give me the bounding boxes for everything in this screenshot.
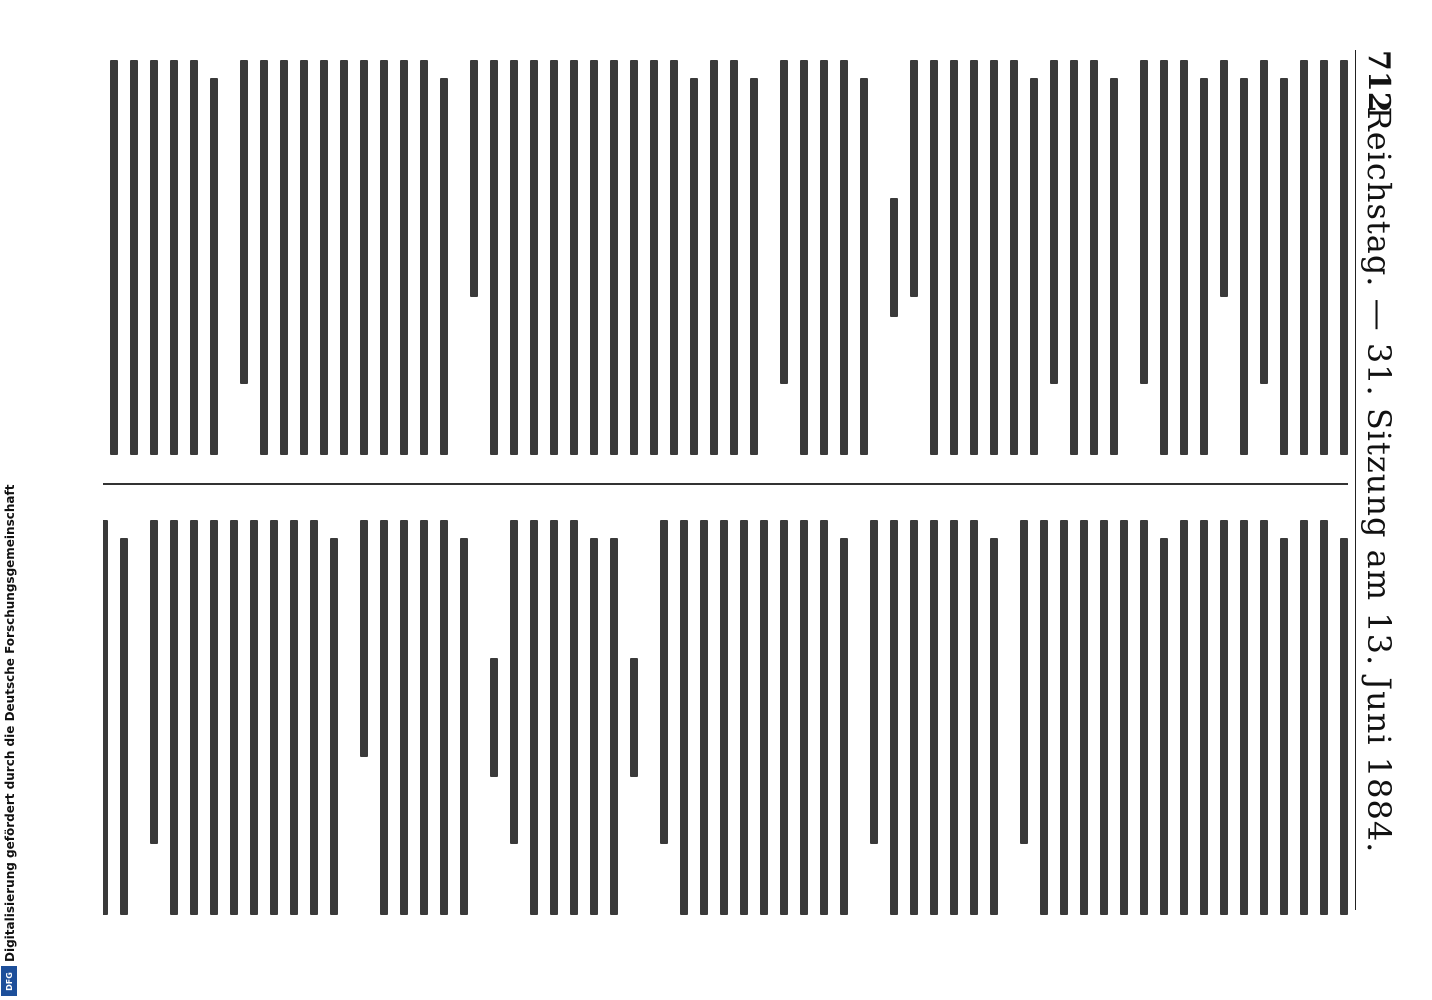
- text-line-placeholder: [680, 520, 688, 915]
- text-line-placeholder: [210, 520, 218, 915]
- text-line-placeholder: [840, 60, 848, 455]
- digitization-note: Digitalisierung gefördert durch die Deutsche Forschungsgemeinschaft: [3, 484, 17, 962]
- text-line-placeholder: [1080, 520, 1088, 915]
- text-line-placeholder: [1040, 520, 1048, 915]
- text-line-placeholder: [470, 60, 478, 297]
- text-line-placeholder: [970, 60, 978, 455]
- text-line-placeholder: [1340, 538, 1348, 915]
- text-line-placeholder: [690, 78, 698, 455]
- text-line-placeholder: [380, 520, 388, 915]
- text-line-placeholder: [950, 60, 958, 455]
- text-line-placeholder: [1320, 520, 1328, 915]
- text-line-placeholder: [1050, 60, 1058, 384]
- text-line-placeholder: [490, 658, 498, 777]
- text-line-placeholder: [210, 78, 218, 455]
- text-line-placeholder: [420, 60, 428, 455]
- text-line-placeholder: [1260, 60, 1268, 384]
- text-line-placeholder: [950, 520, 958, 915]
- text-line-placeholder: [280, 60, 288, 455]
- text-line-placeholder: [1120, 520, 1128, 915]
- text-line-placeholder: [870, 520, 878, 844]
- text-line-placeholder: [490, 60, 498, 455]
- text-line-placeholder: [1110, 78, 1118, 455]
- text-line-placeholder: [360, 520, 368, 757]
- text-line-placeholder: [1280, 538, 1288, 915]
- text-line-placeholder: [930, 60, 938, 455]
- text-line-placeholder: [1020, 520, 1028, 844]
- text-line-placeholder: [660, 520, 668, 844]
- running-head: Reichstag. — 31. Sitzung am 13. Juni 1884.: [1360, 106, 1398, 854]
- right-column: [103, 520, 1348, 915]
- text-line-placeholder: [300, 60, 308, 455]
- text-line-placeholder: [610, 60, 618, 455]
- text-line-placeholder: [460, 538, 468, 915]
- text-line-placeholder: [800, 60, 808, 455]
- text-line-placeholder: [890, 198, 898, 317]
- text-line-placeholder: [290, 520, 298, 915]
- footer-strip: [0, 0, 20, 1000]
- dfg-logo-text: DFG: [4, 971, 14, 991]
- text-line-placeholder: [610, 538, 618, 915]
- text-line-placeholder: [570, 60, 578, 455]
- text-line-placeholder: [1140, 520, 1148, 915]
- text-line-placeholder: [1220, 520, 1228, 915]
- text-line-placeholder: [340, 60, 348, 455]
- text-line-placeholder: [230, 520, 238, 915]
- text-line-placeholder: [630, 658, 638, 777]
- page-number: 712: [1361, 50, 1396, 113]
- text-line-placeholder: [1100, 520, 1108, 915]
- text-line-placeholder: [440, 520, 448, 915]
- text-line-placeholder: [530, 520, 538, 915]
- text-line-placeholder: [170, 520, 178, 915]
- text-line-placeholder: [860, 78, 868, 455]
- dfg-logo: [1, 966, 17, 996]
- text-line-placeholder: [1060, 520, 1068, 915]
- text-line-placeholder: [800, 520, 808, 915]
- text-line-placeholder: [1030, 78, 1038, 455]
- text-line-placeholder: [550, 520, 558, 915]
- text-line-placeholder: [270, 520, 278, 915]
- text-line-placeholder: [970, 520, 978, 915]
- text-line-placeholder: [820, 520, 828, 915]
- text-line-placeholder: [570, 520, 578, 915]
- text-line-placeholder: [1300, 520, 1308, 915]
- text-line-placeholder: [670, 60, 678, 455]
- left-column: [103, 60, 1348, 455]
- text-line-placeholder: [150, 60, 158, 455]
- text-line-placeholder: [190, 520, 198, 915]
- text-line-placeholder: [1090, 60, 1098, 455]
- text-line-placeholder: [1200, 78, 1208, 455]
- text-line-placeholder: [1200, 520, 1208, 915]
- text-line-placeholder: [990, 538, 998, 915]
- text-line-placeholder: [420, 520, 428, 915]
- text-line-placeholder: [103, 520, 108, 915]
- text-line-placeholder: [780, 520, 788, 915]
- text-line-placeholder: [120, 538, 128, 915]
- column-divider: [103, 483, 1348, 485]
- text-line-placeholder: [740, 520, 748, 915]
- text-line-placeholder: [720, 520, 728, 915]
- text-line-placeholder: [250, 520, 258, 915]
- text-line-placeholder: [510, 60, 518, 455]
- text-line-placeholder: [400, 60, 408, 455]
- text-line-placeholder: [890, 520, 898, 915]
- text-line-placeholder: [400, 520, 408, 915]
- text-line-placeholder: [1140, 60, 1148, 384]
- text-line-placeholder: [930, 520, 938, 915]
- text-line-placeholder: [1180, 60, 1188, 455]
- text-line-placeholder: [590, 538, 598, 915]
- text-line-placeholder: [780, 60, 788, 384]
- text-line-placeholder: [380, 60, 388, 455]
- text-line-placeholder: [1280, 78, 1288, 455]
- text-line-placeholder: [1160, 538, 1168, 915]
- text-line-placeholder: [910, 60, 918, 297]
- text-line-placeholder: [1260, 520, 1268, 915]
- text-line-placeholder: [1320, 60, 1328, 455]
- text-line-placeholder: [1300, 60, 1308, 455]
- text-line-placeholder: [590, 60, 598, 455]
- text-line-placeholder: [1180, 520, 1188, 915]
- text-line-placeholder: [700, 520, 708, 915]
- text-line-placeholder: [1340, 60, 1348, 455]
- text-line-placeholder: [840, 538, 848, 915]
- text-line-placeholder: [260, 60, 268, 455]
- text-line-placeholder: [360, 60, 368, 455]
- text-line-placeholder: [990, 60, 998, 455]
- text-line-placeholder: [1240, 520, 1248, 915]
- text-line-placeholder: [750, 78, 758, 455]
- page-header: [1355, 50, 1404, 910]
- text-line-placeholder: [760, 520, 768, 915]
- text-line-placeholder: [440, 78, 448, 455]
- text-line-placeholder: [650, 60, 658, 455]
- text-line-placeholder: [710, 60, 718, 455]
- text-line-placeholder: [730, 60, 738, 455]
- text-line-placeholder: [1160, 60, 1168, 455]
- text-line-placeholder: [240, 60, 248, 384]
- text-line-placeholder: [1010, 60, 1018, 455]
- text-line-placeholder: [310, 520, 318, 915]
- text-line-placeholder: [170, 60, 178, 455]
- text-line-placeholder: [530, 60, 538, 455]
- text-line-placeholder: [550, 60, 558, 455]
- text-line-placeholder: [1240, 78, 1248, 455]
- text-line-placeholder: [320, 60, 328, 455]
- text-line-placeholder: [510, 520, 518, 844]
- text-line-placeholder: [630, 60, 638, 455]
- text-line-placeholder: [1220, 60, 1228, 297]
- text-line-placeholder: [110, 60, 118, 455]
- text-line-placeholder: [330, 538, 338, 915]
- text-line-placeholder: [130, 60, 138, 455]
- text-line-placeholder: [820, 60, 828, 455]
- text-line-placeholder: [190, 60, 198, 455]
- text-line-placeholder: [910, 520, 918, 915]
- text-line-placeholder: [150, 520, 158, 844]
- text-line-placeholder: [1070, 60, 1078, 455]
